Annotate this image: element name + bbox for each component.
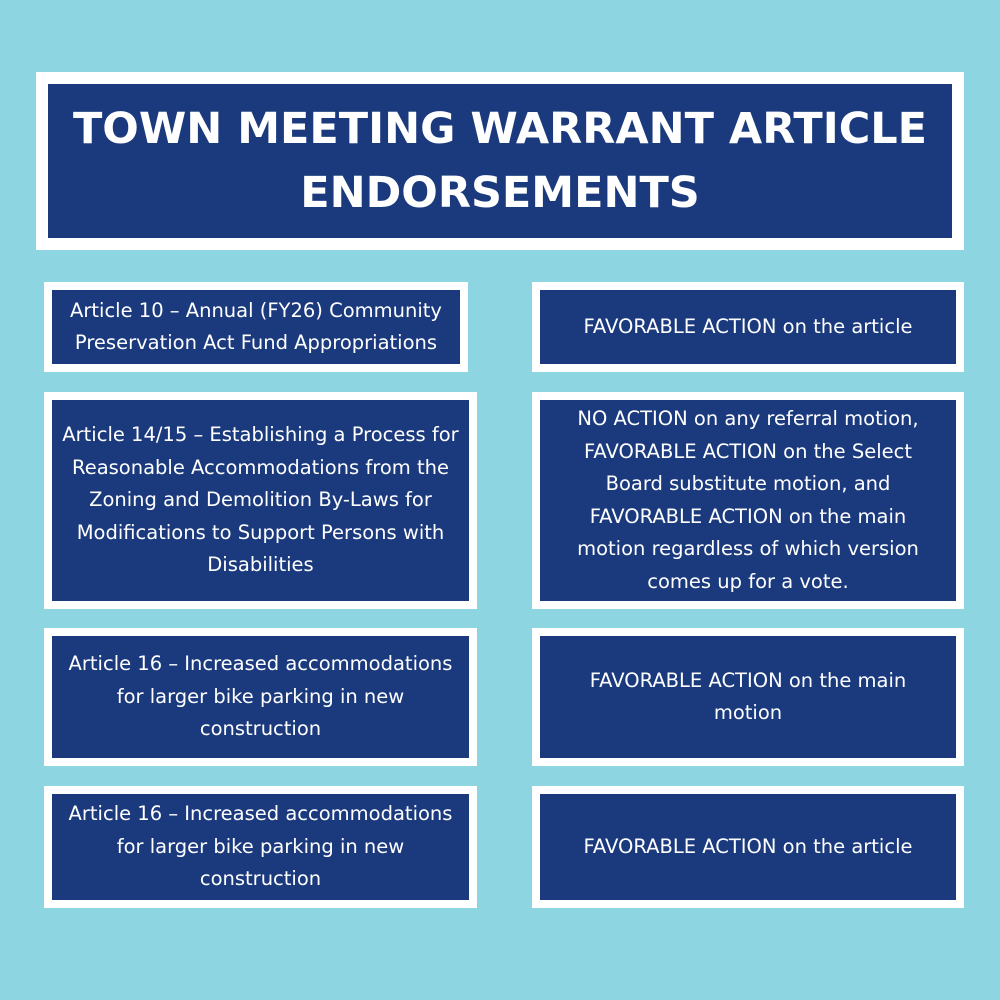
endorsement-card bbox=[532, 786, 964, 908]
article-card bbox=[44, 628, 477, 766]
endorsement-panel bbox=[540, 400, 956, 601]
endorsement-panel bbox=[540, 794, 956, 900]
article-text: Article 16 – Increased accommodations for larger bike parking in new construction bbox=[68, 802, 453, 891]
endorsement-text: FAVORABLE ACTION on the article bbox=[583, 834, 913, 858]
endorsement-text: FAVORABLE ACTION on the main motion bbox=[589, 668, 907, 724]
article-panel bbox=[52, 794, 469, 900]
title-panel bbox=[48, 84, 952, 238]
endorsement-text: NO ACTION on any referral motion, FAVORABLE ACTION on the Select Board substitute motion, and FAVORABLE ACTION on the main motion regardless of which version comes up for a vote. bbox=[577, 407, 919, 593]
endorsement-card bbox=[532, 282, 964, 372]
article-card bbox=[44, 282, 468, 372]
endorsement-card bbox=[532, 628, 964, 766]
article-panel bbox=[52, 636, 469, 758]
endorsement-card bbox=[532, 392, 964, 609]
endorsement-text: FAVORABLE ACTION on the article bbox=[583, 314, 913, 338]
title-banner bbox=[36, 72, 964, 250]
article-text: Article 10 – Annual (FY26) Community Preservation Act Fund Appropriations bbox=[70, 298, 442, 354]
endorsement-panel bbox=[540, 636, 956, 758]
article-text: Article 14/15 – Establishing a Process for Reasonable Accommodations from the Zoning and Demolition By-Laws for Modifications to Support Persons with Disabilities bbox=[62, 423, 459, 577]
article-panel bbox=[52, 400, 469, 601]
page-title: TOWN MEETING WARRANT ARTICLE ENDORSEMENTS bbox=[72, 104, 928, 218]
article-card bbox=[44, 392, 477, 609]
article-text: Article 16 – Increased accommodations for larger bike parking in new construction bbox=[68, 652, 453, 741]
endorsement-panel bbox=[540, 290, 956, 364]
article-panel bbox=[52, 290, 460, 364]
article-card bbox=[44, 786, 477, 908]
